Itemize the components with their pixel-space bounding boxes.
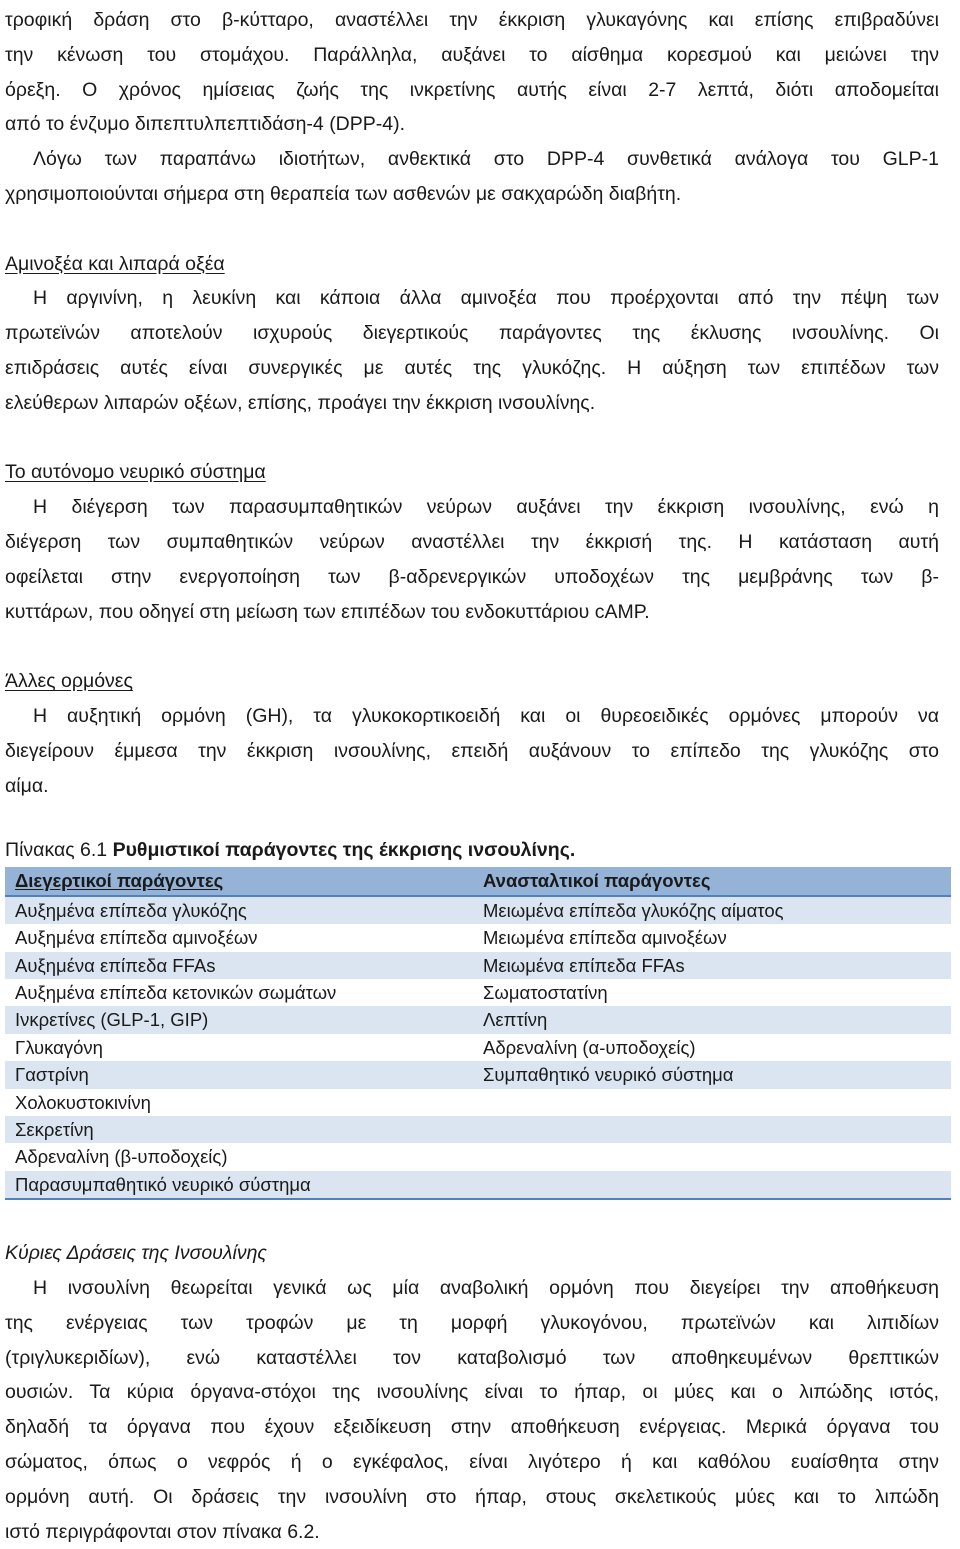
table-row [5, 1061, 951, 1088]
text-line: δηλαδή τα όργανα που έχουν εξειδίκευση στην αποθήκευση ενέργειας. Μερικά όργανα του [5, 1416, 939, 1439]
text-line: αίμα. [5, 774, 49, 797]
text-line: επιδράσεις αυτές είναι συνεργικές με αυτές της γλυκόζης. Η αύξηση των επιπέδων των [5, 356, 939, 379]
table-cell: Αυξημένα επίπεδα αμινοξέων [5, 924, 473, 951]
table-row [5, 1143, 951, 1170]
text-line: σώματος, όπως ο νεφρός ή ο εγκέφαλος, είναι λιγότερο ή και καθόλου ευαίσθητα στην [5, 1450, 939, 1473]
text-line: την κένωση του στομάχου. Παράλληλα, αυξάνει το αίσθημα κορεσμού και μειώνει την [5, 43, 939, 66]
section-heading-other-hormones: Άλλες ορμόνες [5, 670, 133, 693]
document-page [5, 0, 939, 1549]
table-cell: Μειωμένα επίπεδα FFAs [473, 952, 951, 979]
text-line: Η διέγερση των παρασυμπαθητικών νεύρων αυξάνει την έκκριση ινσουλίνης, ενώ η [33, 496, 939, 519]
text-line: Η αργινίνη, η λευκίνη και κάποια άλλα αμινοξέα που προέρχονται από την πέψη των [33, 287, 939, 310]
autonomic-paragraph [5, 490, 939, 629]
amino-acids-paragraph [5, 281, 939, 420]
text-line: ουσιών. Τα κύρια όργανα-στόχοι της ινσουλίνης είναι το ήπαρ, οι μύες και ο λιπώδης ιστός, [5, 1381, 939, 1404]
table-cell [473, 1143, 951, 1170]
text-line: της ενέργειας των τροφών με τη μορφή γλυκογόνου, πρωτεϊνών και λιπιδίων [5, 1311, 939, 1334]
table-cell [473, 1171, 951, 1199]
table-row [5, 1034, 951, 1061]
table-row [5, 979, 951, 1006]
table-row [5, 896, 951, 924]
table-cell: Μειωμένα επίπεδα γλυκόζης αίματος [473, 896, 951, 924]
text-line: τροφική δράση στο β-κύτταρο, αναστέλλει την έκκριση γλυκαγόνης και επίσης επιβραδύνει [5, 9, 939, 31]
table-row [5, 1116, 951, 1143]
table-cell: Χολοκυστοκινίνη [5, 1089, 473, 1116]
text-line: (τριγλυκεριδίων), ενώ καταστέλλει τον καταβολισμό των αποθηκευμένων θρεπτικών [5, 1346, 939, 1369]
table-cell: Γαστρίνη [5, 1061, 473, 1088]
table-cell: Γλυκαγόνη [5, 1034, 473, 1061]
table-row [5, 952, 951, 979]
table-cell: Αυξημένα επίπεδα FFAs [5, 952, 473, 979]
text-line: χρησιμοποιούνται σήμερα στη θεραπεία των ασθενών με σακχαρώδη διαβήτη. [5, 182, 682, 205]
section-heading-autonomic: Το αυτόνομο νευρικό σύστημα [5, 461, 266, 484]
table-cell [473, 1116, 951, 1143]
text-line: διέγερση των συμπαθητικών νεύρων αναστέλλει την έκκρισή της. Η κατάσταση αυτή [5, 530, 939, 553]
text-line: ελεύθερων λιπαρών οξέων, επίσης, προάγει την έκκριση ινσουλίνης. [5, 391, 596, 414]
table-row [5, 1171, 951, 1199]
table-cell: Αυξημένα επίπεδα γλυκόζης [5, 896, 473, 924]
section-heading-amino-acids: Αμινοξέα και λιπαρά οξέα [5, 252, 225, 275]
table-cell: Σωματοστατίνη [473, 979, 951, 1006]
table-caption [5, 833, 939, 867]
table-cell: Αυξημένα επίπεδα κετονικών σωμάτων [5, 979, 473, 1006]
table-header-row [5, 867, 951, 895]
text-line: από το ένζυμο διπεπτυλπεπτιδάση-4 (DPP-4). [5, 113, 406, 136]
text-line: όρεξη. Ο χρόνος ημίσειας ζωής της ινκρετίνης αυτής είναι 2-7 λεπτά, διότι αποδομείται [5, 78, 939, 101]
text-line: Η αυξητική ορμόνη (GH), τα γλυκοκορτικοειδή και οι θυρεοειδικές ορμόνες μπορούν να [33, 704, 939, 727]
insulin-actions-paragraph [5, 1271, 939, 1549]
caption-prefix: Πίνακας 6.1 [5, 839, 113, 862]
text-line: Η ινσουλίνη θεωρείται γενικά ως μία αναβολική ορμόνη που διεγείρει την αποθήκευση [33, 1277, 939, 1299]
table-row [5, 1089, 951, 1116]
table-row [5, 924, 951, 951]
table-row [5, 1006, 951, 1033]
text-line: πρωτεϊνών αποτελούν ισχυρούς διεγερτικούς παράγοντες της έκλυσης ινσουλίνης. Οι [5, 322, 939, 345]
caption-title: Ρυθμιστικοί παράγοντες της έκκρισης ινσουλίνης. [112, 839, 576, 862]
header-inhibitory: Ανασταλτικοί παράγοντες [473, 867, 951, 895]
table-cell: Αδρεναλίνη (α-υποδοχείς) [473, 1034, 951, 1061]
table-cell: Λεπτίνη [473, 1006, 951, 1033]
text-line: οφείλεται στην ενεργοποίηση των β-αδρενεργικών υποδοχέων της μεμβράνης των β- [5, 565, 939, 588]
text-line: ιστό περιγράφονται στον πίνακα 6.2. [5, 1520, 320, 1543]
table-cell: Παρασυμπαθητικό νευρικό σύστημα [5, 1171, 473, 1199]
other-hormones-paragraph [5, 699, 939, 803]
table-cell [473, 1089, 951, 1116]
section-heading-insulin-actions: Κύριες Δράσεις της Ινσουλίνης [5, 1242, 267, 1265]
text-line: διεγείρουν έμμεσα την έκκριση ινσουλίνης, επειδή αυξάνουν το επίπεδο της γλυκόζης στο [5, 739, 939, 762]
table-cell: Μειωμένα επίπεδα αμινοξέων [473, 924, 951, 951]
table-cell: Σεκρετίνη [5, 1116, 473, 1143]
glp1-analogs-paragraph [5, 142, 939, 212]
text-line: κυττάρων, που οδηγεί στη μείωση των επιπέδων του ενδοκυττάριου cAMP. [5, 600, 650, 623]
text-line: Λόγω των παραπάνω ιδιοτήτων, ανθεκτικά στο DPP-4 συνθετικά ανάλογα του GLP-1 [33, 148, 939, 171]
text-line: ορμόνη αυτή. Οι δράσεις την ινσουλίνη στο ήπαρ, στους σκελετικούς μύες και το λιπώδη [5, 1485, 939, 1508]
table-cell: Ινκρετίνες (GLP-1, GIP) [5, 1006, 473, 1033]
regulatory-factors-table [5, 867, 951, 1200]
intro-paragraph [5, 3, 939, 142]
header-stimulatory: Διεγερτικοί παράγοντες [5, 867, 473, 895]
table-cell: Αδρεναλίνη (β-υποδοχείς) [5, 1143, 473, 1170]
table-cell: Συμπαθητικό νευρικό σύστημα [473, 1061, 951, 1088]
